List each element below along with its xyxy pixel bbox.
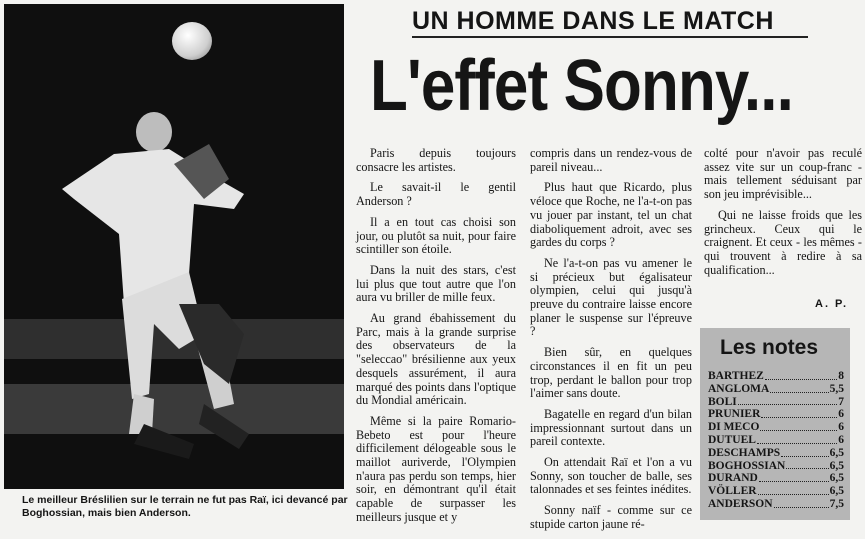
player-score: 6,5 [829, 446, 844, 459]
paragraph: Au grand ébahissement du Parc, mais à la grande surprise des observateurs de la "seleccao" brésilienne aux yeux desquels assurément, il aura marqué des points dans l'optique du Mondial américain. [356, 311, 516, 408]
player-name: ANDERSON [708, 497, 773, 510]
player-name: BOGHOSSIAN [708, 459, 786, 472]
article-kicker: UN HOMME DANS LE MATCH [412, 6, 808, 38]
player-name: ANGLOMA [708, 382, 770, 395]
paragraph: Ne l'a-t-on pas vu amener le si précieux but égalisateur olympien, celui qui jusqu'à preuve du contraire laisse encore planer le suspense sur l'épreuve ? [530, 255, 692, 339]
paragraph: colté pour n'avoir pas reculé assez vite sur un coup-franc - mais tellement séduisant par son jeu imprévisible... [704, 146, 862, 202]
paragraph: Sonny naïf - comme sur ce stupide carton jaune ré- [530, 503, 692, 531]
article-column-2 [530, 147, 692, 539]
paragraph: Bagatelle en regard d'un bilan impressionnant surtout dans un pareil contexte. [530, 406, 692, 449]
rating-row [708, 434, 844, 447]
leader-dots [760, 421, 837, 431]
leader-dots [758, 485, 829, 495]
player-score: 6,5 [829, 459, 844, 472]
player-score: 5,5 [829, 382, 844, 395]
player-score: 6,5 [829, 472, 844, 485]
article-column-3 [704, 147, 862, 284]
leader-dots [738, 396, 837, 406]
rating-row [708, 498, 844, 511]
player-score: 8 [838, 370, 844, 382]
paragraph: Il a en tout cas choisi son jour, ou plutôt sa nuit, pour faire scintiller son étoile. [356, 214, 516, 257]
leader-dots [774, 498, 829, 508]
paragraph: Qui ne laisse froids que les grincheux. Ceux qui le craignent. Et ceux - les mêmes - qui trouvent à redire à sa qualification... [704, 207, 862, 277]
paragraph: Même si la paire Romario-Bebeto est pour l'heure difficilement délogeable sous le maillot auriverde, l'Olympien n'aura pas perdu son temps, hier soir, en démontrant qu'il était capable de surpasser les meilleurs jusque et y [356, 413, 516, 524]
leader-dots [781, 447, 828, 457]
leader-dots [757, 434, 837, 444]
player-score: 6 [838, 433, 844, 446]
article-column-1 [356, 147, 516, 532]
player-name: DUTUEL [708, 433, 756, 446]
ratings-list [700, 370, 850, 511]
player-score: 6,5 [829, 485, 844, 498]
rating-row [708, 396, 844, 409]
rating-row [708, 447, 844, 460]
leader-dots [759, 472, 829, 482]
player-score: 7,5 [829, 497, 844, 510]
player-score: 6 [838, 408, 844, 421]
rating-row [708, 370, 844, 383]
paragraph: On attendait Raï et l'on a vu Sonny, son toucher de balle, ses talonnades et ses feintes inédites. [530, 455, 692, 497]
player-name: DESCHAMPS [708, 446, 781, 459]
players-silhouette [4, 4, 344, 489]
player-name: BARTHEZ [708, 370, 764, 382]
photo-caption: Le meilleur Bréslilien sur le terrain ne fut pas Raï, ici devancé par Boghossian, mais bien Anderson. [22, 494, 348, 519]
rating-row [708, 472, 844, 485]
player-name: PRUNIER [708, 408, 761, 421]
leader-dots [761, 408, 837, 418]
rating-row [708, 421, 844, 434]
leader-dots [765, 370, 837, 380]
leader-dots [786, 460, 828, 470]
ratings-title: Les notes [720, 336, 819, 359]
paragraph: Bien sûr, en quelques circonstances il en fit un peu trop, perdant le ballon pour trop l'aimer sans doute. [530, 345, 692, 401]
player-name: VÖLLER [708, 485, 757, 498]
paragraph: Dans la nuit des stars, c'est lui plus que tout autre que l'on aura vu briller de mille feux. [356, 262, 516, 305]
player-ratings-box [700, 328, 850, 520]
rating-row [708, 383, 844, 396]
player-score: 7 [838, 395, 844, 408]
rating-row [708, 485, 844, 498]
rating-row [708, 460, 844, 473]
paragraph: Paris depuis toujours consacre les artistes. [356, 146, 516, 174]
paragraph: Le savait-il le gentil Anderson ? [356, 180, 516, 209]
leader-dots [770, 383, 828, 393]
player-name: BOLI [708, 395, 737, 408]
player-name: DURAND [708, 472, 758, 485]
rating-row [708, 408, 844, 421]
player-name: DI MECO [708, 421, 760, 434]
article-headline: L'effet Sonny... [370, 46, 793, 126]
author-signature: A. P. [815, 298, 849, 310]
paragraph: Plus haut que Ricardo, plus véloce que Roche, ne l'a-t-on pas vu jouer par instant, tel un chat diaboliquement adroit, avec ses gardes du corps ? [530, 180, 692, 250]
match-photo [4, 4, 344, 489]
player-score: 6 [838, 421, 844, 434]
paragraph: compris dans un rendez-vous de pareil niveau... [530, 146, 692, 174]
